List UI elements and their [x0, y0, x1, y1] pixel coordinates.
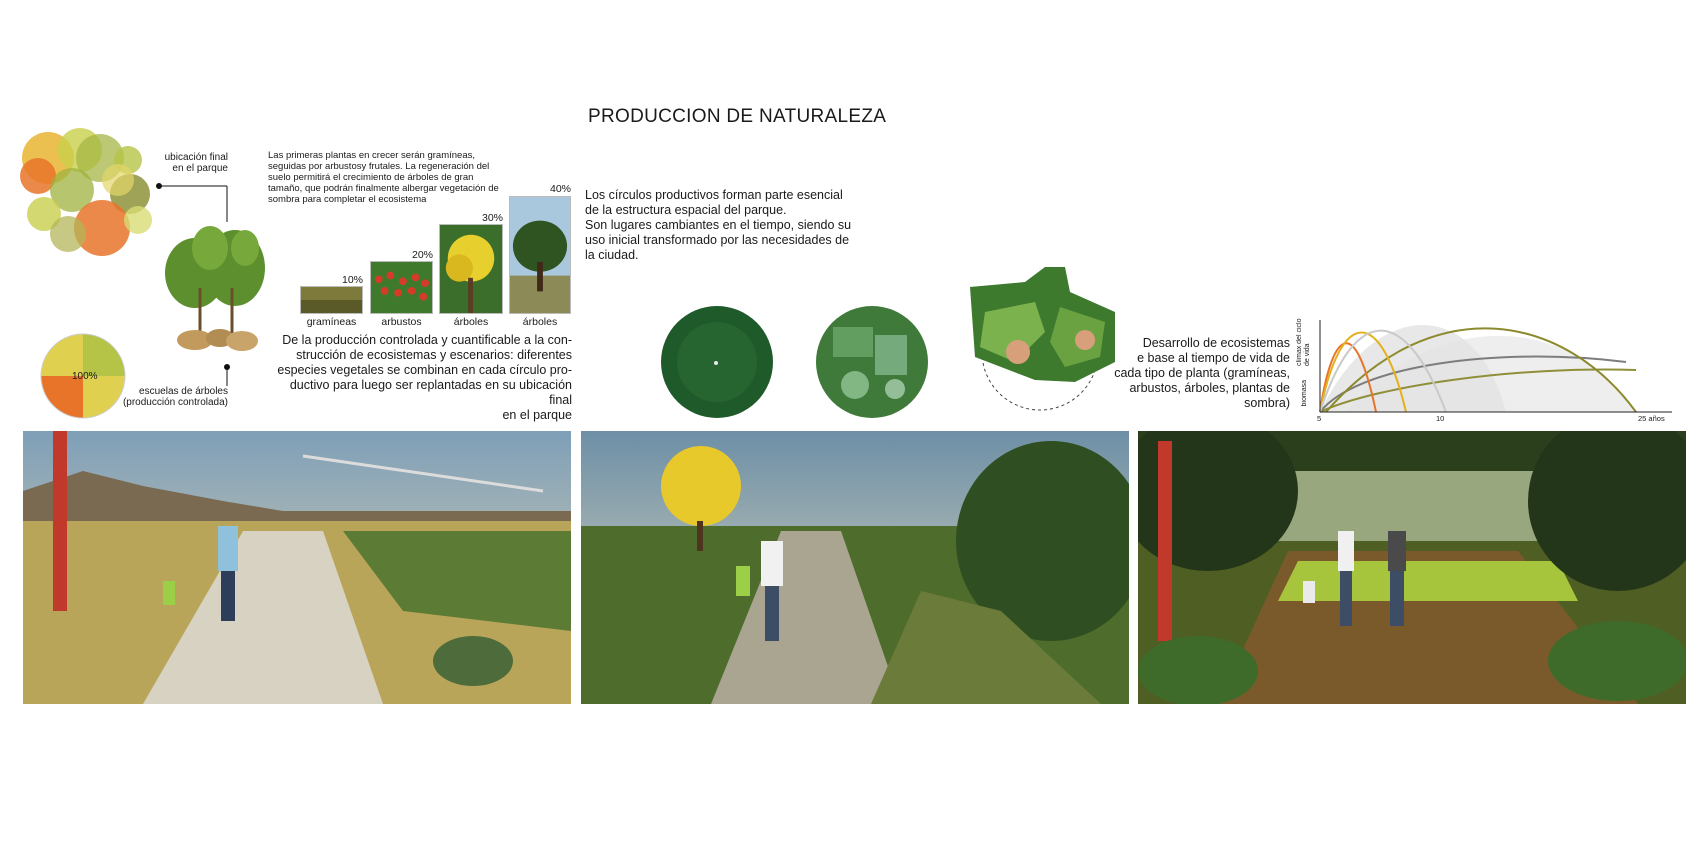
- growth-intro-line: suelo permitirá el crecimiento de árboles de gran: [268, 172, 474, 183]
- ecosystem-text-line: cada tipo de planta (gramíneas,: [1114, 366, 1290, 380]
- production-text-line: De la producción controlada y cuantificable a la con-: [282, 333, 572, 347]
- stage-image-shrubs: [370, 261, 433, 314]
- circles-text-line: la ciudad.: [585, 248, 639, 262]
- chart-xtick-10: 10: [1436, 414, 1445, 423]
- label-nursery-line1: escuelas de árboles: [139, 386, 228, 397]
- circles-text-line: de la estructura espacial del parque.: [585, 203, 787, 217]
- stage-percent-4: 40%: [549, 183, 571, 195]
- stage-label-1: gramíneas: [306, 316, 357, 328]
- chart-ylabel-top-line1: clímax del: [1296, 334, 1303, 366]
- ecosystem-chart-svg: [1296, 316, 1676, 428]
- nursery-trees-image: [150, 218, 275, 358]
- ecosystem-text-line: sombra): [1244, 396, 1290, 410]
- circles-text-line: Son lugares cambiantes en el tiempo, siendo su: [585, 218, 852, 232]
- scene-2-svg: [581, 431, 1129, 704]
- production-text: [268, 333, 572, 423]
- chart-ylabel-top-line2: ciclo de vida: [1296, 318, 1311, 366]
- ecosystem-text-line: Desarrollo de ecosistemas: [1142, 336, 1290, 350]
- growth-intro-line: tamaño, que podrán finalmente albergar vegetación de: [268, 183, 499, 194]
- stage-percent-2: 20%: [411, 249, 433, 261]
- page-title: PRODUCCION DE NATURALEZA: [588, 106, 887, 127]
- scene-image-early-stage: [23, 431, 571, 704]
- production-text-line: ductivo para luego ser replantadas en su ubicación final: [289, 378, 572, 407]
- scene-image-mature-stage: [1138, 431, 1686, 704]
- ecosystem-chart: [1296, 316, 1676, 428]
- aerial-circle-2: [815, 305, 930, 420]
- leader-line-nursery: [222, 362, 232, 386]
- scene-3-svg: [1138, 431, 1686, 704]
- stage-percent-1: 10%: [341, 274, 363, 286]
- scene-1-svg: [23, 431, 571, 704]
- circles-text-line: Los círculos productivos forman parte esencial: [585, 188, 843, 202]
- stage-image-grasses: [300, 286, 363, 314]
- chart-xtick-5: 5: [1317, 414, 1322, 423]
- ecosystem-text: [1085, 336, 1290, 411]
- chart-ylabel-top: [1296, 316, 1314, 366]
- label-tree-schools: [112, 386, 228, 408]
- growth-intro-line: sombra para completar el ecosistema: [268, 194, 427, 205]
- percent-label: 100%: [72, 371, 98, 382]
- label-nursery-line2: (producción controlada): [122, 397, 228, 408]
- aerial-circle-1: [660, 305, 775, 420]
- production-text-line: en el parque: [502, 408, 572, 422]
- label-final-line2: en el parque: [172, 163, 228, 174]
- ecosystem-text-line: arbustos, árboles, plantas de: [1129, 381, 1290, 395]
- label-final-location: [140, 152, 228, 174]
- stage-percent-3: 30%: [481, 212, 503, 224]
- label-final-line1: ubicación final: [164, 152, 228, 163]
- circles-text-line: uso inicial transformado por las necesidades de: [585, 233, 850, 247]
- growth-intro-text: [268, 150, 499, 205]
- species-circles-graphic: [10, 118, 160, 258]
- chart-ylabel-bottom: biomasa: [1301, 380, 1308, 407]
- production-text-line: strucción de ecosistemas y escenarios: diferentes: [296, 348, 572, 362]
- stage-image-flowering-tree: [439, 224, 503, 314]
- chart-xtick-25: 25 años: [1638, 414, 1665, 423]
- productive-circles-text: [585, 188, 855, 263]
- leader-line-final: [155, 182, 235, 222]
- stage-label-2: arbustos: [381, 316, 422, 328]
- growth-intro-line: Las primeras plantas en crecer serán gramíneas,: [268, 150, 475, 161]
- growth-intro-line: seguidas por arbustosy frutales. La regeneración del: [268, 161, 490, 172]
- stage-label-4: árboles: [522, 316, 558, 328]
- scene-image-middle-stage: [581, 431, 1129, 704]
- stage-image-large-tree: [509, 196, 571, 314]
- production-text-line: especies vegetales se combinan en cada círculo pro-: [277, 363, 572, 377]
- stage-label-3: árboles: [453, 316, 489, 328]
- ecosystem-text-line: e base al tiempo de vida de: [1137, 351, 1290, 365]
